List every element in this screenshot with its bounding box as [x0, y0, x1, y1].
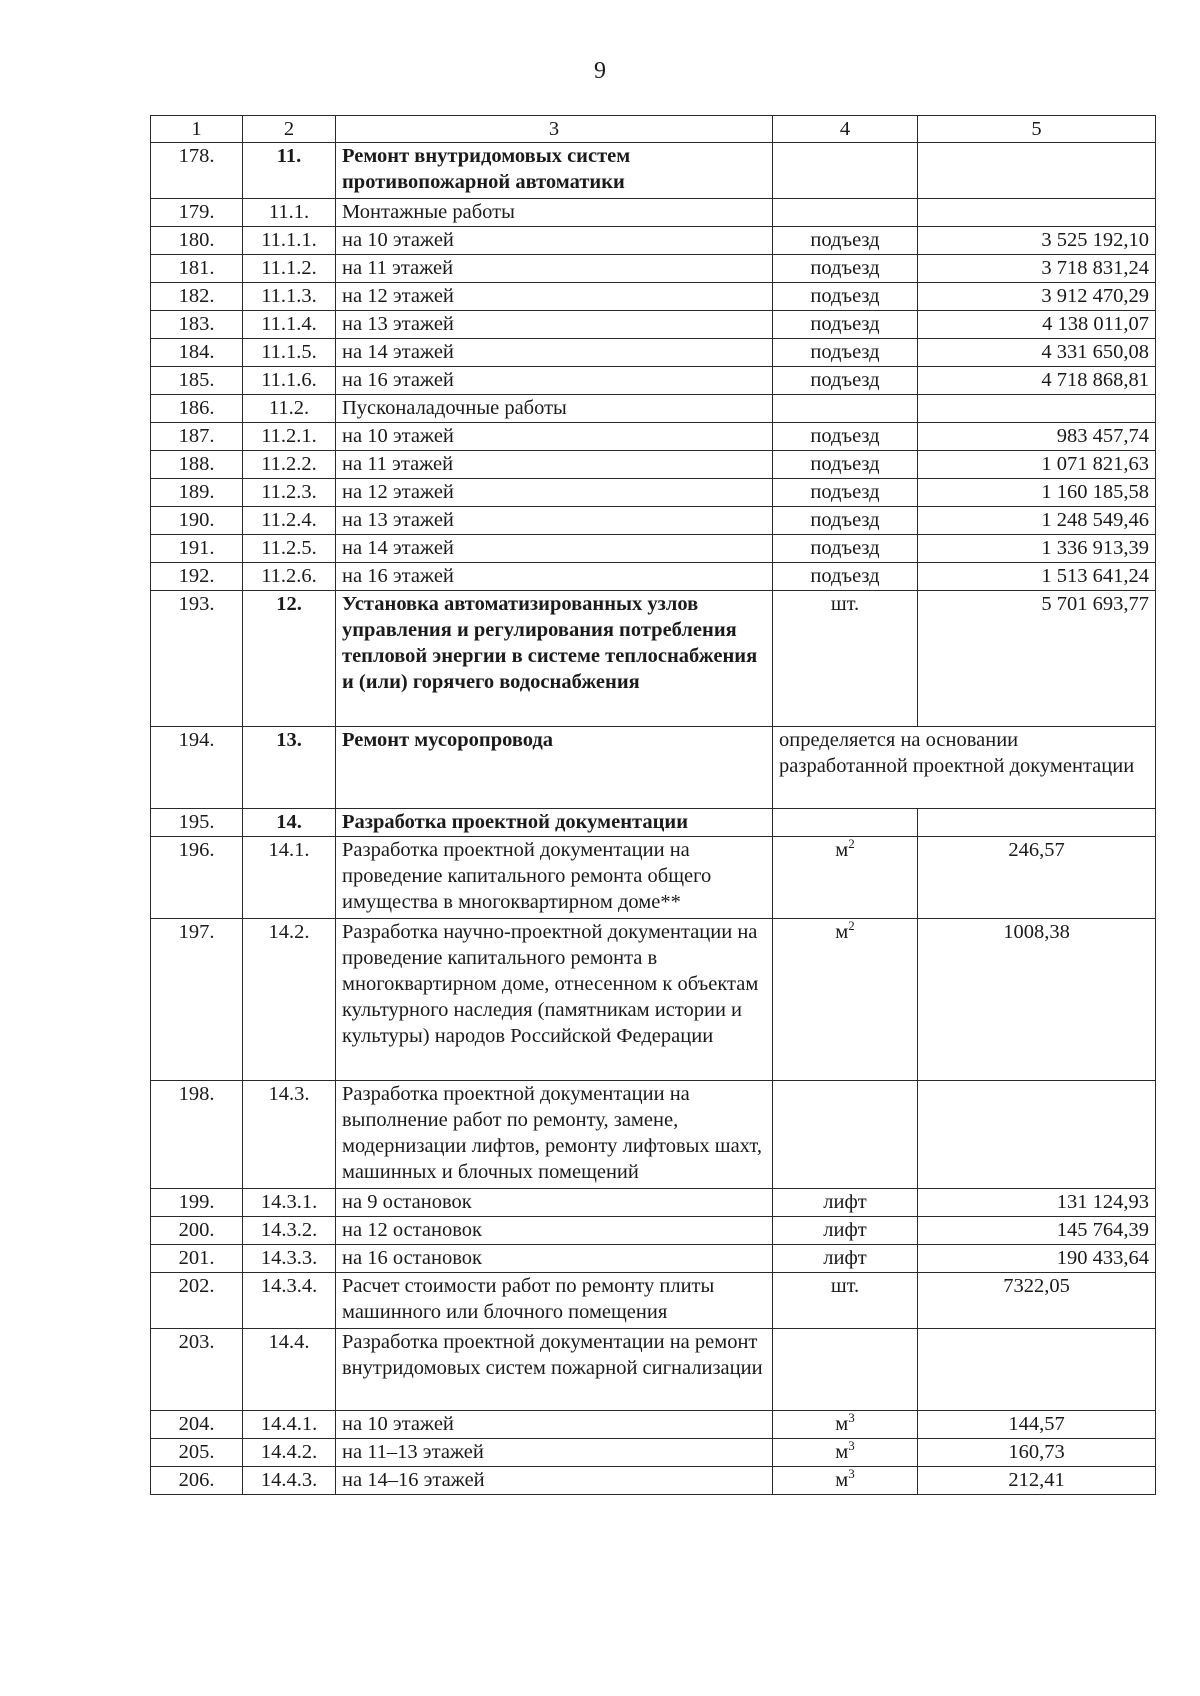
header-col-1: 1	[151, 116, 243, 143]
row-number: 191.	[151, 535, 243, 563]
page-number: 9	[594, 58, 606, 84]
row-unit-exponent: 3	[848, 1410, 855, 1426]
row-unit-text: м	[835, 1413, 849, 1435]
row-code: 11.1.4.	[243, 311, 336, 339]
row-unit	[773, 451, 918, 479]
row-name: Разработка проектной документации на ремонт внутридомовых систем пожарной сигнализации	[336, 1329, 773, 1411]
table-row	[151, 1217, 1156, 1245]
row-name: на 14 этажей	[336, 535, 773, 563]
table-row	[151, 1189, 1156, 1217]
table-row	[151, 255, 1156, 283]
table-row	[151, 1411, 1156, 1439]
row-unit	[773, 255, 918, 283]
row-unit-text: подъезд	[810, 481, 880, 503]
row-number: 200.	[151, 1217, 243, 1245]
row-unit	[773, 1217, 918, 1245]
row-unit	[773, 367, 918, 395]
row-unit	[773, 423, 918, 451]
row-unit-exponent: 3	[848, 1466, 855, 1482]
row-code: 11.2.3.	[243, 479, 336, 507]
row-number: 188.	[151, 451, 243, 479]
row-code: 14.	[243, 809, 336, 837]
row-unit	[773, 535, 918, 563]
row-name: на 10 этажей	[336, 423, 773, 451]
row-code: 11.2.5.	[243, 535, 336, 563]
price-table	[150, 115, 1156, 1495]
row-price: 144,57	[918, 1411, 1156, 1439]
row-name: на 16 этажей	[336, 563, 773, 591]
row-name: на 10 этажей	[336, 1411, 773, 1439]
row-unit-text: подъезд	[810, 341, 880, 363]
row-unit	[773, 591, 918, 727]
row-code: 11.2.2.	[243, 451, 336, 479]
row-price: 212,41	[918, 1467, 1156, 1495]
row-name: Разработка проектной документации на проведение капитального ремонта общего имущества в многоквартирном доме**	[336, 837, 773, 919]
row-name: на 11 этажей	[336, 255, 773, 283]
row-code: 11.2.1.	[243, 423, 336, 451]
row-unit	[773, 1329, 918, 1411]
table-row	[151, 367, 1156, 395]
row-number: 203.	[151, 1329, 243, 1411]
row-code: 14.4.1.	[243, 1411, 336, 1439]
row-name: Пусконаладочные работы	[336, 395, 773, 423]
row-price: 190 433,64	[918, 1245, 1156, 1273]
row-name: на 12 этажей	[336, 479, 773, 507]
row-unit-text: подъезд	[810, 537, 880, 559]
row-price: 3 718 831,24	[918, 255, 1156, 283]
row-code: 14.3.3.	[243, 1245, 336, 1273]
row-number: 189.	[151, 479, 243, 507]
row-number: 179.	[151, 199, 243, 227]
row-unit-text: м	[835, 921, 849, 943]
row-price	[918, 199, 1156, 227]
row-unit-text: подъезд	[810, 369, 880, 391]
row-number: 197.	[151, 919, 243, 1081]
row-number: 182.	[151, 283, 243, 311]
row-name: на 11 этажей	[336, 451, 773, 479]
row-unit-text: м	[835, 1469, 849, 1491]
row-name: Разработка проектной документации	[336, 809, 773, 837]
table-row	[151, 1245, 1156, 1273]
row-number: 184.	[151, 339, 243, 367]
row-name: на 12 остановок	[336, 1217, 773, 1245]
row-unit	[773, 395, 918, 423]
row-number: 192.	[151, 563, 243, 591]
row-price	[918, 143, 1156, 199]
row-code: 11.	[243, 143, 336, 199]
row-name: Ремонт мусоропровода	[336, 727, 773, 809]
row-unit	[773, 507, 918, 535]
row-number: 185.	[151, 367, 243, 395]
row-number: 183.	[151, 311, 243, 339]
header-col-5: 5	[918, 116, 1156, 143]
row-unit-text: подъезд	[810, 257, 880, 279]
row-code: 14.4.2.	[243, 1439, 336, 1467]
row-price: 1 160 185,58	[918, 479, 1156, 507]
row-name: на 12 этажей	[336, 283, 773, 311]
row-price: 1 336 913,39	[918, 535, 1156, 563]
row-name: на 16 этажей	[336, 367, 773, 395]
table-row	[151, 1467, 1156, 1495]
table-row	[151, 199, 1156, 227]
row-name: на 14 этажей	[336, 339, 773, 367]
row-price: 5 701 693,77	[918, 591, 1156, 727]
row-unit	[773, 339, 918, 367]
row-name: на 16 остановок	[336, 1245, 773, 1273]
row-name: Разработка научно-проектной документации на проведение капитального ремонта в многоквартирном доме, отнесенном к объектам культурного наследия (памятникам истории и культуры) народов Российской Федерации	[336, 919, 773, 1081]
row-number: 187.	[151, 423, 243, 451]
row-name: Монтажные работы	[336, 199, 773, 227]
row-note: определяется на основании разработанной проектной документации	[773, 727, 1156, 809]
row-price: 4 138 011,07	[918, 311, 1156, 339]
row-unit-text: подъезд	[810, 313, 880, 335]
row-code: 14.4.3.	[243, 1467, 336, 1495]
row-unit-text: м	[835, 839, 849, 861]
row-price: 983 457,74	[918, 423, 1156, 451]
row-number: 186.	[151, 395, 243, 423]
row-price: 1 513 641,24	[918, 563, 1156, 591]
row-name: на 10 этажей	[336, 227, 773, 255]
table-row	[151, 535, 1156, 563]
row-number: 206.	[151, 1467, 243, 1495]
row-number: 201.	[151, 1245, 243, 1273]
row-unit	[773, 809, 918, 837]
row-code: 14.3.2.	[243, 1217, 336, 1245]
row-name: на 13 этажей	[336, 507, 773, 535]
table-row	[151, 591, 1156, 727]
row-number: 193.	[151, 591, 243, 727]
row-name: на 11–13 этажей	[336, 1439, 773, 1467]
row-name: на 9 остановок	[336, 1189, 773, 1217]
row-code: 13.	[243, 727, 336, 809]
row-code: 14.4.	[243, 1329, 336, 1411]
row-code: 11.2.	[243, 395, 336, 423]
row-code: 11.2.4.	[243, 507, 336, 535]
header-col-3: 3	[336, 116, 773, 143]
row-unit	[773, 919, 918, 1081]
row-unit	[773, 283, 918, 311]
row-code: 12.	[243, 591, 336, 727]
row-unit-text: подъезд	[810, 285, 880, 307]
row-price	[918, 395, 1156, 423]
row-code: 11.2.6.	[243, 563, 336, 591]
row-price: 246,57	[918, 837, 1156, 919]
row-price	[918, 1081, 1156, 1189]
row-unit-exponent: 2	[848, 836, 855, 852]
row-unit	[773, 563, 918, 591]
table-row	[151, 311, 1156, 339]
row-number: 181.	[151, 255, 243, 283]
row-price: 4 331 650,08	[918, 339, 1156, 367]
table-row	[151, 227, 1156, 255]
row-unit	[773, 1245, 918, 1273]
row-price: 4 718 868,81	[918, 367, 1156, 395]
row-number: 180.	[151, 227, 243, 255]
row-name: Разработка проектной документации на выполнение работ по ремонту, замене, модернизации лифтов, ремонту лифтовых шахт, машинных и блочных помещений	[336, 1081, 773, 1189]
row-price	[918, 809, 1156, 837]
row-unit	[773, 1467, 918, 1495]
row-code: 11.1.6.	[243, 367, 336, 395]
table-row	[151, 727, 1156, 809]
table-row	[151, 837, 1156, 919]
table-row	[151, 395, 1156, 423]
table-header-row	[151, 116, 1156, 143]
table-row	[151, 143, 1156, 199]
row-unit	[773, 1273, 918, 1329]
row-unit	[773, 311, 918, 339]
row-price: 1008,38	[918, 919, 1156, 1081]
row-unit-text: лифт	[823, 1247, 867, 1269]
row-number: 178.	[151, 143, 243, 199]
row-code: 11.1.1.	[243, 227, 336, 255]
row-unit-text: шт.	[830, 1275, 860, 1297]
row-price: 131 124,93	[918, 1189, 1156, 1217]
table-row	[151, 1273, 1156, 1329]
row-price	[918, 1329, 1156, 1411]
table-row	[151, 1439, 1156, 1467]
row-price: 1 248 549,46	[918, 507, 1156, 535]
row-unit-text: подъезд	[810, 509, 880, 531]
row-code: 11.1.	[243, 199, 336, 227]
header-col-2: 2	[243, 116, 336, 143]
table-row	[151, 1081, 1156, 1189]
row-code: 11.1.5.	[243, 339, 336, 367]
row-unit-exponent: 3	[848, 1438, 855, 1454]
table-row	[151, 479, 1156, 507]
row-price: 3 525 192,10	[918, 227, 1156, 255]
table-row	[151, 283, 1156, 311]
row-code: 14.3.1.	[243, 1189, 336, 1217]
row-unit	[773, 1189, 918, 1217]
table-row	[151, 507, 1156, 535]
row-number: 198.	[151, 1081, 243, 1189]
row-unit	[773, 1081, 918, 1189]
row-name: Установка автоматизированных узлов управления и регулирования потребления тепловой энергии в системе теплоснабжения и (или) горячего водоснабжения	[336, 591, 773, 727]
row-unit	[773, 143, 918, 199]
header-col-4: 4	[773, 116, 918, 143]
row-price: 1 071 821,63	[918, 451, 1156, 479]
table-row	[151, 451, 1156, 479]
row-unit	[773, 479, 918, 507]
row-unit	[773, 227, 918, 255]
table-row	[151, 809, 1156, 837]
row-number: 194.	[151, 727, 243, 809]
table-row	[151, 919, 1156, 1081]
table-row	[151, 1329, 1156, 1411]
row-unit	[773, 837, 918, 919]
table-row	[151, 563, 1156, 591]
table-row	[151, 339, 1156, 367]
row-code: 14.1.	[243, 837, 336, 919]
row-name: на 13 этажей	[336, 311, 773, 339]
row-price: 160,73	[918, 1439, 1156, 1467]
row-number: 205.	[151, 1439, 243, 1467]
row-number: 199.	[151, 1189, 243, 1217]
row-code: 14.3.4.	[243, 1273, 336, 1329]
row-number: 195.	[151, 809, 243, 837]
row-unit	[773, 1411, 918, 1439]
row-unit	[773, 1439, 918, 1467]
row-unit	[773, 199, 918, 227]
row-unit-text: подъезд	[810, 453, 880, 475]
row-name: на 14–16 этажей	[336, 1467, 773, 1495]
row-unit-text: лифт	[823, 1191, 867, 1213]
row-code: 11.1.3.	[243, 283, 336, 311]
row-unit-exponent: 2	[848, 918, 855, 934]
table-row	[151, 423, 1156, 451]
row-unit-text: подъезд	[810, 229, 880, 251]
row-price: 145 764,39	[918, 1217, 1156, 1245]
row-code: 14.2.	[243, 919, 336, 1081]
row-code: 11.1.2.	[243, 255, 336, 283]
row-unit-text: подъезд	[810, 425, 880, 447]
row-name: Ремонт внутридомовых систем противопожарной автоматики	[336, 143, 773, 199]
row-name: Расчет стоимости работ по ремонту плиты машинного или блочного помещения	[336, 1273, 773, 1329]
row-unit-text: лифт	[823, 1219, 867, 1241]
row-number: 196.	[151, 837, 243, 919]
row-unit-text: подъезд	[810, 565, 880, 587]
row-price: 3 912 470,29	[918, 283, 1156, 311]
row-code: 14.3.	[243, 1081, 336, 1189]
row-number: 202.	[151, 1273, 243, 1329]
row-unit-text: шт.	[830, 593, 860, 615]
row-number: 190.	[151, 507, 243, 535]
row-price: 7322,05	[918, 1273, 1156, 1329]
row-number: 204.	[151, 1411, 243, 1439]
row-unit-text: м	[835, 1441, 849, 1463]
